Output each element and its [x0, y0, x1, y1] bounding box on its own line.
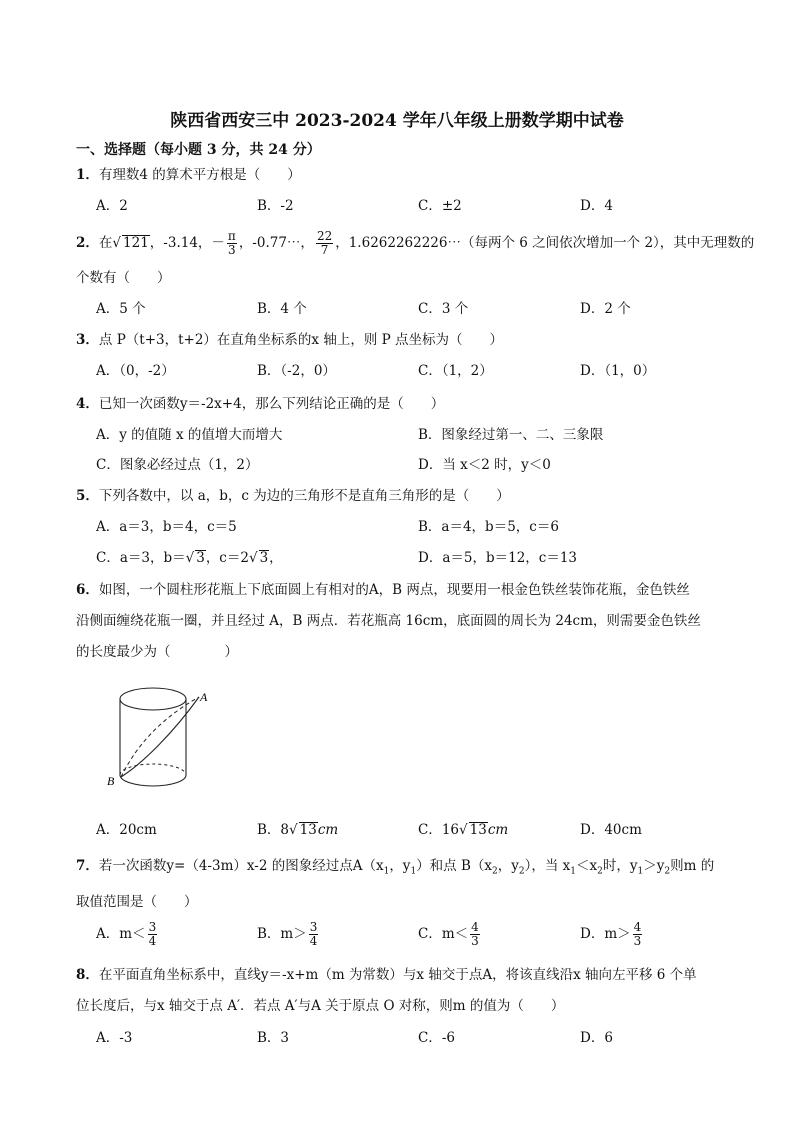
q8-option-d: D．6	[580, 1030, 613, 1046]
question-stem: 如图，一个圆柱形花瓶上下底面圆上有相对的A，B 两点，现要用一根金色铁丝装饰花瓶，金色铁丝	[98, 582, 690, 598]
question-number: 4．	[76, 396, 99, 412]
q8-option-a: A．-3	[96, 1030, 133, 1046]
q2-option-a: A．5 个	[96, 301, 146, 317]
q7-option-a: A．m＜ $\frac{3}{4}$	[96, 920, 157, 948]
cylinder-figure	[103, 683, 223, 793]
q5-option-a: A．a＝3，b＝4，c＝5	[96, 519, 237, 535]
q3-option-b: B．（-2，0）	[257, 363, 336, 379]
question-number: 1．	[76, 167, 99, 183]
stem-text: ，-0.77⋯，	[238, 235, 314, 251]
fraction-pi-3: $\frac{\pi}{3}$	[227, 229, 236, 257]
q4-option-b: B．图象经过第一、二、三象限	[418, 427, 604, 443]
question-stem: 在平面直角坐标系中，直线y＝-x+m（m 为常数）与x 轴交于点A，将该直线沿x 轴向左平移 6 个单	[98, 967, 697, 983]
question-stem: 下列各数中，以 a，b，c 为边的三角形不是直角三角形的是（ ）	[98, 488, 510, 504]
question-number: 3．	[76, 332, 99, 348]
stem-text: 在	[98, 235, 113, 251]
question-stem: 点 P（t+3，t+2）在直角坐标系的x 轴上，则 P 点坐标为（ ）	[98, 332, 504, 348]
q8-option-c: C．-6	[418, 1030, 455, 1046]
question-6	[76, 580, 690, 600]
question-7: 7．若一次函数y=（4-3m）x-2 的图象经过点$A(x_1$，$y_1$）和点 $B(x_2$，$y_2$），当 $x_1<x_2$时，$y_1>y_2$则m 的	[76, 858, 715, 877]
question-6-line-2: 沿侧面缠绕花瓶一圈，并且经过 A，B 两点．若花瓶高 16cm，底面圆的周长为 24cm，则需要金色铁丝	[76, 613, 701, 629]
q1-option-b: B．-2	[257, 198, 294, 214]
q5-option-b: B．a＝4，b＝5，c＝6	[418, 519, 559, 535]
question-4	[76, 394, 444, 414]
question-6-line-3: 的长度最少为（ ）	[76, 644, 238, 660]
question-8	[76, 965, 697, 985]
sqrt-121: 121	[123, 235, 149, 251]
question-number: 2．	[76, 235, 99, 251]
q1-option-d: D．4	[580, 198, 613, 214]
question-number: 5．	[76, 488, 99, 504]
q1-option-a: A．2	[96, 198, 128, 214]
q6-option-b: B．8√ 13cm	[257, 822, 339, 838]
q3-option-c: C．（1，2）	[418, 363, 493, 379]
q4-option-a: A．y 的值随 x 的值增大而增大	[96, 427, 283, 443]
question-1	[76, 165, 301, 185]
question-2-line-2: 个数有（ ）	[76, 270, 171, 286]
question-stem: 有理数4 的算术平方根是（ ）	[98, 167, 301, 183]
question-7-line-2: 取值范围是（ ）	[76, 894, 198, 910]
question-stem: 已知一次函数y＝-2x+4，那么下列结论正确的是（ ）	[98, 396, 445, 412]
q8-option-b: B．3	[257, 1030, 290, 1046]
page-title: 陕西省西安三中 2023-2024 学年八年级上册数学期中试卷	[170, 111, 624, 131]
q6-option-a: A．20cm	[96, 822, 157, 838]
question-number: 6．	[76, 582, 99, 598]
stem-text: ，1.6262262226⋯（每两个 6 之间依次增加一个 2），其中无理数的	[335, 235, 755, 251]
question-number: 8．	[76, 967, 99, 983]
fraction-22-7: $\frac{22}{7}$	[316, 229, 333, 257]
label-a: A	[200, 690, 208, 704]
q1-option-c: C．±2	[418, 198, 462, 214]
section-heading: 一、选择题（每小题 3 分，共 24 分）	[76, 142, 321, 158]
question-2: 2．在√ 121，-3.14，－ $\frac{\pi}{3}$ ，-0.77⋯， $\frac{22}{7}$ ，1.6262262226⋯（每两个 6 之间依次增加一个 2），其中无理数的	[76, 229, 755, 257]
label-b: B	[107, 774, 115, 788]
q2-option-c: C．3 个	[418, 301, 469, 317]
q5-option-d: D．a＝5，b＝12，c＝13	[418, 550, 578, 566]
q2-option-d: D．2 个	[580, 301, 631, 317]
q4-option-c: C．图象必经过点（1，2）	[96, 457, 259, 473]
q7-option-d: D．m＞ $\frac{4}{3}$	[580, 920, 642, 948]
question-5	[76, 486, 510, 506]
q6-option-d: D．40cm	[580, 822, 642, 838]
q3-option-a: A．（0，-2）	[96, 363, 175, 379]
question-8-line-2: 位长度后，与x 轴交于点 A′．若点 A′与A 关于原点 O 对称，则m 的值为（ ）	[76, 998, 565, 1014]
q7-option-b: B．m＞ $\frac{3}{4}$	[257, 920, 318, 948]
q3-option-d: D．（1，0）	[580, 363, 656, 379]
q6-option-c: C．16√ 13cm	[418, 822, 509, 838]
q5-option-c: C．a＝3，b＝√ 3，c＝2√ 3，	[96, 550, 283, 566]
stem-text: ，-3.14，－	[149, 235, 225, 251]
q4-option-d: D．当 x＜2 时，y＜0	[418, 457, 551, 473]
q7-option-c: C．m＜ $\frac{4}{3}$	[418, 920, 479, 948]
q2-option-b: B．4 个	[257, 301, 307, 317]
question-3	[76, 330, 503, 350]
